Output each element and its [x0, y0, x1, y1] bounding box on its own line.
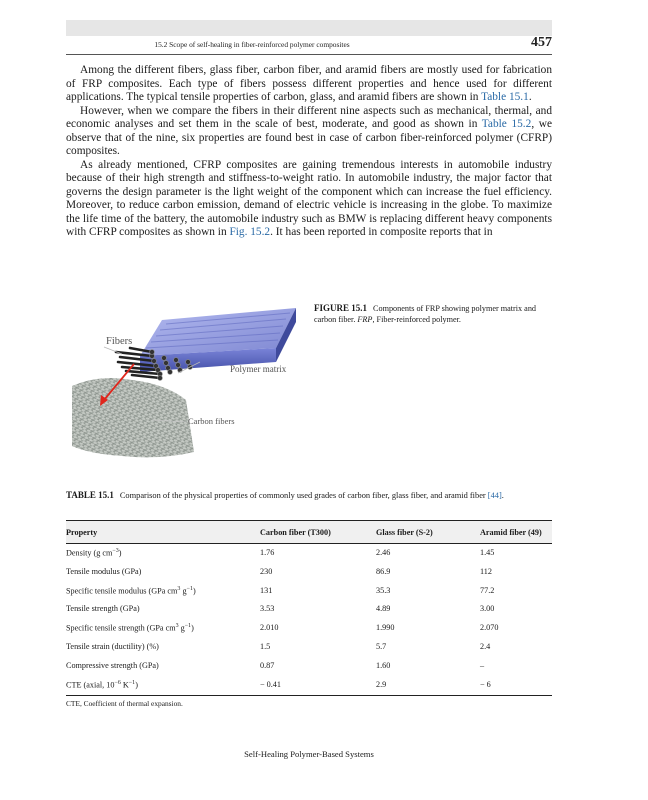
fibers-leader-line — [104, 347, 122, 354]
table-caption: TABLE 15.1 Comparison of the physical properties of commonly used grades of carbon fiber, glass fiber, and aramid fiber [44]. — [66, 490, 504, 500]
table-cell-carbon: 2.010 — [260, 623, 279, 633]
table-cell-aramid: – — [480, 660, 485, 670]
running-head: 15.2 Scope of self-healing in fiber-reinforced polymer composites — [154, 40, 350, 49]
table-header-aramid: Aramid fiber (49) — [480, 528, 542, 537]
reference-44-link[interactable]: [44] — [487, 491, 502, 500]
table-cell-property: Tensile strain (ductility) (%) — [66, 642, 159, 651]
table-cell-glass: 1.990 — [376, 623, 395, 633]
paragraph-2: However, when we compare the fibers in their different nine aspects such as mechanical, thermal, and economic analyses and set them in the scale of best, moderate, and good as shown in Table 15.2, we observe that of the nine, six properties are found best in case of carbon fiber-reinforced polymer (CFRP) composites. — [66, 104, 552, 157]
table-footnote: CTE, Coefficient of thermal expansion. — [66, 699, 183, 708]
table-cell-carbon: 131 — [260, 585, 273, 595]
table-cell-property: Tensile modulus (GPa) — [66, 566, 142, 576]
table-label: TABLE 15.1 — [66, 490, 114, 500]
table-header-glass: Glass fiber (S-2) — [376, 528, 433, 537]
table-cell-aramid: 112 — [480, 566, 492, 576]
carbon-fiber-fabric — [72, 378, 194, 457]
table-cell-aramid: 2.4 — [480, 642, 491, 651]
table-15-1-link[interactable]: Table 15.1 — [481, 91, 529, 103]
body-text — [66, 64, 552, 240]
page-number: 457 — [531, 35, 552, 50]
table-cell-aramid: 2.070 — [480, 623, 499, 633]
header-rule — [66, 54, 552, 55]
table-cell-aramid: 77.2 — [480, 585, 495, 595]
table-cell-carbon: 3.53 — [260, 604, 275, 614]
table-cell-property: Specific tensile modulus (GPa $cm^3$ $g^{-1}$) — [66, 585, 196, 596]
fig-15-2-link[interactable]: Fig. 15.2 — [229, 226, 271, 238]
table-cell-property: Density (g $cm^{-3}$) — [66, 548, 122, 558]
paragraph-3: As already mentioned, CFRP composites are gaining tremendous interests in automobile industry because of their high strength and stiffness-to-weight ratio. In automobile industry, the major factor that governs the design parameter is the light weight of the component which can increase the fuel efficiency. Moreover, to reduce carbon emission, demand of electric vehicle is increasing in the globe. To maximize the life time of the battery, the automobile industry such as BMW is replacing different heavy components with CFRP composites as shown in Fig. 15.2. It has been reported in composite reports that in — [66, 158, 552, 238]
table-header-property: Property — [66, 528, 98, 537]
carbon-fibers-label: Carbon fibers — [188, 416, 235, 426]
table-cell-glass: 35.3 — [376, 585, 391, 595]
table-cell-aramid: 3.00 — [480, 604, 495, 614]
table-cell-glass: 5.7 — [376, 642, 387, 651]
table-cell-property: Specific tensile strength (GPa $cm^3$ $g^{-1}$) — [66, 623, 194, 633]
table-cell-carbon: 1.76 — [260, 548, 275, 557]
table-header-rule — [66, 543, 552, 544]
paragraph-1: Among the different fibers, glass fiber, carbon fiber, and aramid fibers are mostly used for fabrication of FRP composites. Each type of fibers possess different properties and hence used for different applications. The typical tensile properties of carbon, glass, and aramid fibers are shown in Table 15.1. — [66, 64, 552, 103]
table-cell-glass: 2.46 — [376, 548, 391, 557]
figure-caption: FIGURE 15.1 Components of FRP showing polymer matrix and carbon fiber. FRP, Fiber-reinforced polymer. — [314, 303, 537, 324]
table-cell-property: CTE (axial, $10^{-6}$ $K^{-1}$) — [66, 679, 138, 690]
table-cell-glass: 2.9 — [376, 679, 387, 689]
table-cell-carbon: 230 — [260, 566, 273, 576]
table-cell-aramid: 1.45 — [480, 548, 495, 557]
table-cell-property: Compressive strength (GPa) — [66, 660, 159, 670]
table-cell-glass: 1.60 — [376, 660, 391, 670]
figure-label: FIGURE 15.1 — [314, 303, 368, 313]
table-cell-glass: 86.9 — [376, 566, 391, 576]
table-cell-carbon: 0.87 — [260, 660, 275, 670]
table-header-carbon: Carbon fiber (T300) — [260, 528, 331, 537]
table-cell-glass: 4.89 — [376, 604, 391, 614]
table-15-2-link[interactable]: Table 15.2 — [481, 118, 532, 130]
header-band — [66, 20, 552, 36]
fibers-label: Fibers — [106, 336, 133, 347]
page-footer: Self-Healing Polymer-Based Systems — [244, 749, 374, 759]
figure-illustration — [70, 300, 314, 476]
table-cell-carbon: 1.5 — [260, 642, 271, 651]
table-cell-property: Tensile strength (GPa) — [66, 604, 140, 614]
figure-frp-components — [70, 300, 314, 476]
table-cell-carbon: − 0.41 — [260, 679, 281, 689]
table-cell-aramid: − 6 — [480, 679, 491, 689]
table-bottom-rule — [66, 695, 552, 696]
polymer-matrix-label: Polymer matrix — [230, 364, 287, 374]
